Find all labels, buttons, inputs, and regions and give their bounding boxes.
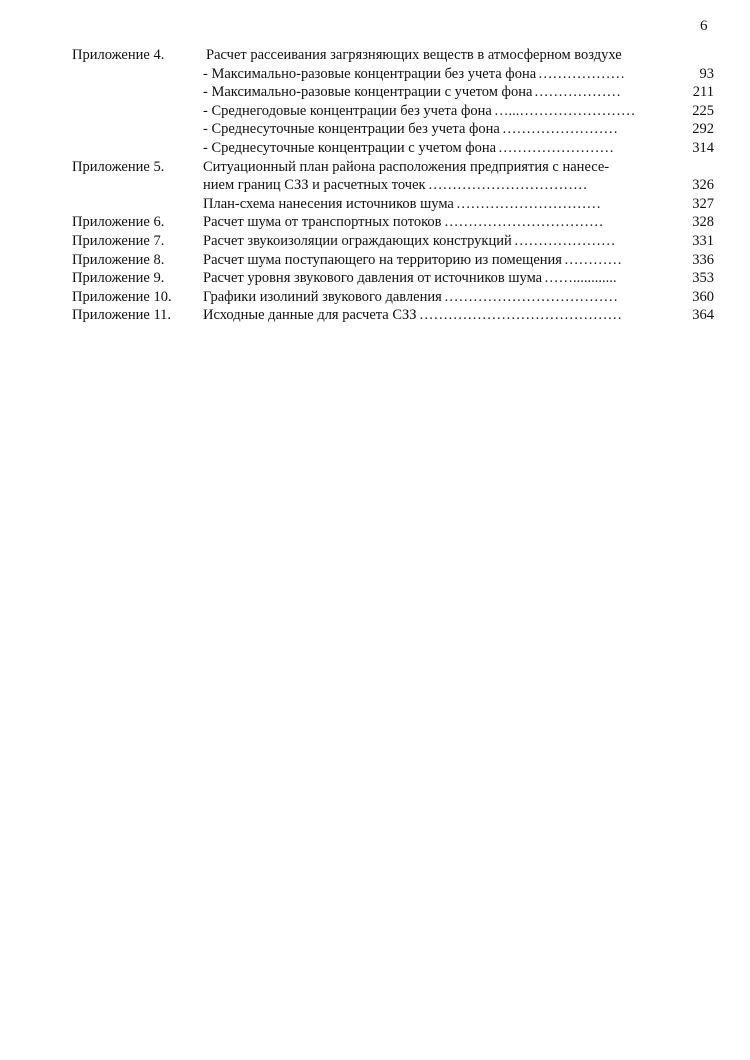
toc-row [0, 251, 750, 270]
entry-page-number: 292 [692, 121, 714, 138]
entry-title: Расчет шума от транспортных потоков [203, 214, 442, 231]
toc-row [0, 288, 750, 307]
toc-row [0, 65, 750, 84]
entry-page-number: 327 [692, 195, 714, 212]
appendix-label: Приложение 10. [72, 288, 172, 305]
entry-title: - Среднегодовые концентрации без учета фона [203, 102, 492, 119]
toc-row [0, 195, 750, 214]
entry-title: Ситуационный план района расположения предприятия с нанесе- [203, 158, 610, 175]
dot-leader: ……………………………… [444, 288, 618, 305]
toc-row [0, 120, 750, 139]
entry-title: - Максимально-разовые концентрации с учетом фона [203, 84, 533, 101]
entry-title: Исходные данные для расчета СЗЗ [203, 307, 417, 324]
entry-page-number: 211 [692, 84, 714, 101]
toc-row [0, 269, 750, 288]
entry-title: Расчет уровня звукового давления от источников шума [203, 270, 543, 287]
entry-title: - Максимально-разовые концентрации без учета фона [203, 65, 537, 82]
page-number: 6 [700, 18, 708, 34]
appendix-label: Приложение 6. [72, 214, 165, 231]
toc-row [0, 232, 750, 251]
entry-page-number: 93 [699, 65, 714, 82]
appendix-label: Приложение 7. [72, 232, 165, 249]
toc-row [0, 139, 750, 158]
entry-title: - Среднесуточные концентрации без учета фона [203, 121, 500, 138]
toc-row [0, 176, 750, 195]
dot-leader: ………… [564, 251, 622, 268]
entry-title: нием границ СЗЗ и расчетных точек [203, 177, 426, 194]
entry-title: Расчет рассеивания загрязняющих веществ в атмосферном воздухе [206, 47, 622, 63]
entry-page-number: 328 [692, 214, 714, 231]
entry-page-number: 331 [692, 232, 714, 249]
appendix-label: Приложение 9. [72, 270, 165, 287]
dot-leader: …...…………………… [494, 102, 636, 119]
entry-page-number: 225 [692, 102, 714, 119]
appendix-label: Приложение 8. [72, 251, 165, 268]
entry-title: Расчет звукоизоляции ограждающих конструкций [203, 232, 512, 249]
dot-leader: …………………………… [428, 177, 588, 194]
appendix-label: Приложение 11. [72, 307, 172, 324]
entry-page-number: 326 [692, 177, 714, 194]
entry-title: Графики изолиний звукового давления [203, 288, 442, 305]
dot-leader: ………………………… [456, 195, 601, 212]
dot-leader: ……………… [538, 65, 625, 82]
appendix-label: Приложение 5. [72, 158, 165, 175]
dot-leader: …………………………… [444, 214, 604, 231]
entry-page-number: 360 [692, 288, 714, 305]
dot-leader: ………………… [514, 232, 616, 249]
dot-leader: …………………… [502, 121, 618, 138]
toc-row [0, 83, 750, 102]
entry-page-number: 314 [692, 139, 714, 156]
toc-row [0, 213, 750, 232]
dot-leader: ……………… [534, 84, 621, 101]
entry-title: Расчет шума поступающего на территорию из помещения [203, 251, 562, 268]
dot-leader: …………………… [498, 139, 614, 156]
appendix-label: Приложение 4. [72, 47, 165, 63]
toc-row [0, 158, 750, 177]
toc-row [0, 102, 750, 121]
entry-title: План-схема нанесения источников шума [203, 195, 454, 212]
toc-row [0, 306, 750, 325]
entry-page-number: 353 [692, 270, 714, 287]
toc-row [0, 46, 750, 65]
entry-page-number: 364 [692, 307, 714, 324]
table-of-contents [0, 46, 750, 325]
dot-leader: …………………………………… [419, 307, 622, 324]
entry-page-number: 336 [692, 251, 714, 268]
entry-title: - Среднесуточные концентрации с учетом фона [203, 139, 497, 156]
dot-leader: ……............ [544, 270, 617, 287]
